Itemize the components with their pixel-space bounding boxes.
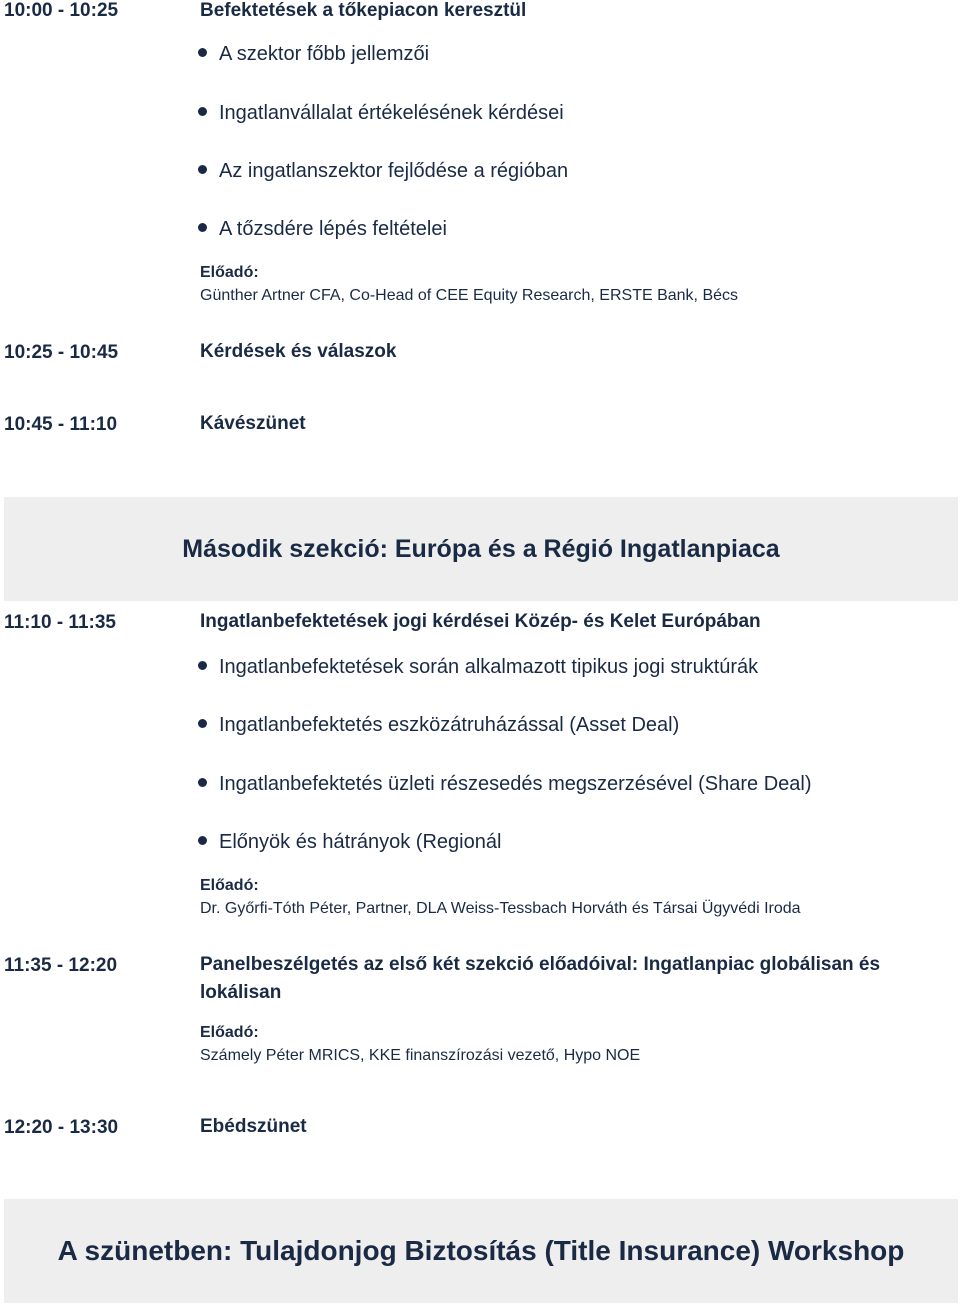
session-title: Kávészünet — [200, 413, 306, 434]
list-item: Az ingatlanszektor fejlődése a régióban — [198, 160, 568, 183]
session-time: 11:35 - 12:20 — [4, 955, 118, 976]
list-item: Ingatlanbefektetések során alkalmazott tipikus jogi struktúrák — [198, 656, 758, 679]
speaker-name: Günther Artner CFA, Co-Head of CEE Equity Research, ERSTE Bank, Bécs — [200, 287, 739, 304]
bullet-icon — [198, 719, 207, 728]
list-item: Előnyök és hátrányok (Regionál — [198, 831, 501, 854]
session-title: Panelbeszélgetés az első két szekció előadóival: Ingatlanpiac globálisan és lokálisan — [200, 954, 881, 1003]
bullet-icon — [198, 223, 207, 232]
session-title: Befektetések a tőkepiacon keresztül — [200, 0, 527, 21]
session-time: 10:25 - 10:45 — [4, 342, 119, 363]
bullet-icon — [198, 107, 207, 116]
session-time: 11:10 - 11:35 — [4, 612, 116, 633]
list-item: Ingatlanbefektetés eszközátruházással (Asset Deal) — [198, 714, 679, 737]
list-item: A tőzsdére lépés feltételei — [198, 218, 447, 241]
list-item: Ingatlanvállalat értékelésének kérdései — [198, 102, 564, 125]
workshop-header — [4, 1199, 958, 1303]
bullet-icon — [198, 778, 207, 787]
session-title: Kérdések és válaszok — [200, 341, 397, 362]
session-time: 10:00 - 10:25 — [4, 0, 119, 21]
section-title: Második szekció: Európa és a Régió Ingatlanpiaca — [182, 534, 780, 563]
bullet-icon — [198, 165, 207, 174]
session-time: 12:20 - 13:30 — [4, 1117, 119, 1138]
speaker-label: Előadó: — [200, 264, 259, 281]
bullet-icon — [198, 836, 207, 845]
session-title: Ingatlanbefektetések jogi kérdései Közép- és Kelet Európában — [200, 611, 761, 632]
list-item: Ingatlanbefektetés üzleti részesedés megszerzésével (Share Deal) — [198, 773, 812, 796]
bullet-icon — [198, 661, 207, 670]
speaker-name: Dr. Győrfi-Tóth Péter, Partner, DLA Weiss-Tessbach Horváth és Társai Ügyvédi Iroda — [200, 900, 801, 917]
speaker-label: Előadó: — [200, 877, 259, 894]
workshop-title: A szünetben: Tulajdonjog Biztosítás (Title Insurance) Workshop — [57, 1235, 905, 1266]
speaker-name: Számely Péter MRICS, KKE finanszírozási vezető, Hypo NOE — [200, 1047, 641, 1064]
bullet-icon — [198, 48, 207, 57]
section-header — [4, 497, 958, 601]
list-item: A szektor főbb jellemzői — [198, 43, 429, 66]
speaker-label: Előadó: — [200, 1024, 259, 1041]
session-title: Ebédszünet — [200, 1116, 307, 1137]
session-time: 10:45 - 11:10 — [4, 414, 118, 435]
